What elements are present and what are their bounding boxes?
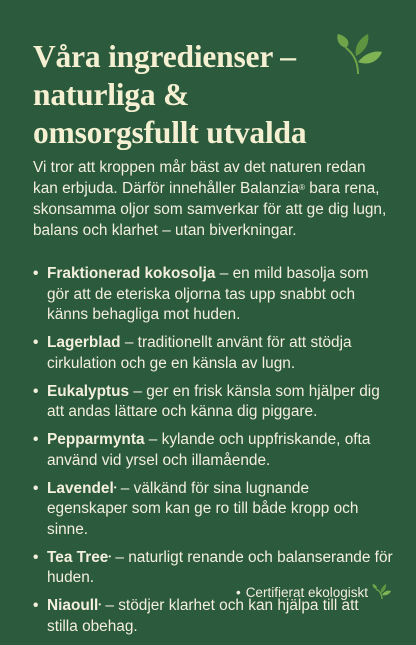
ingredient-mark: • <box>113 482 117 492</box>
certified-organic-label: Certifierat ekologiskt <box>245 584 368 600</box>
ingredient-item <box>33 548 393 589</box>
ingredient-description: – ger en frisk känsla som hjälper dig att andas lättare och känna dig piggare. <box>47 382 380 420</box>
ingredient-mark: • <box>98 600 102 609</box>
ingredient-name: Lagerblad <box>47 334 121 351</box>
page-title: Våra ingredienser – naturliga & omsorgsfullt utvalda <box>33 39 307 150</box>
ingredient-description: – traditionellt använt för att stödja cirkulation och ge en känsla av lugn. <box>47 334 352 372</box>
leaf-icon <box>334 32 384 76</box>
ingredient-description: – naturligt renande och balanserande för huden. <box>47 548 393 586</box>
ingredient-name: Niaoull <box>47 597 99 614</box>
ingredient-item <box>33 264 393 326</box>
ingredient-item <box>33 430 393 471</box>
intro-paragraph: Vi tror att kroppen mår bäst av det naturen redan kan erbjuda. Därför innehåller Balanzia® bara rena, skonsamma oljor som samverkar för att ge dig lugn, balans och klarhet – utan biverkningar. <box>33 159 387 239</box>
list-bullet: • <box>33 597 39 614</box>
list-bullet: • <box>33 479 39 497</box>
ingredient-name: Tea Tree <box>47 548 109 566</box>
ingredient-name: Fraktionerad kokosolja <box>47 265 216 282</box>
ingredient-description: – kylande och uppfriskande, ofta använd vid yrsel och illamående. <box>47 431 371 469</box>
ingredient-item <box>33 596 393 637</box>
ingredient-name: Lavendel <box>47 479 114 497</box>
list-bullet: • <box>33 265 39 282</box>
list-bullet: • <box>33 431 39 448</box>
list-bullet: • <box>33 548 39 566</box>
ingredient-description: – välkänd för sina lugnande egenskaper som kan ge ro till både kropp och sinne. <box>47 479 359 538</box>
list-bullet: • <box>33 334 39 351</box>
ingredient-name: Pepparmynta <box>47 431 145 448</box>
footer-bullet: • <box>235 584 241 600</box>
ingredient-name: Eukalyptus <box>47 382 130 400</box>
ingredient-item <box>33 382 393 423</box>
ingredient-description: – en mild basolja som gör att de eteriska oljorna tas upp snabbt och känns behagliga mot huden. <box>47 265 369 323</box>
leaf-icon <box>372 584 392 600</box>
registered-mark: ® <box>299 183 305 192</box>
ingredient-description: – stödjer klarhet och kan hjälpa till att stilla obehag. <box>47 597 359 635</box>
ingredient-item <box>33 333 393 374</box>
ingredient-item <box>33 479 393 541</box>
ingredient-mark: • <box>108 551 112 561</box>
list-bullet: • <box>33 382 39 400</box>
certification-note <box>236 584 392 600</box>
